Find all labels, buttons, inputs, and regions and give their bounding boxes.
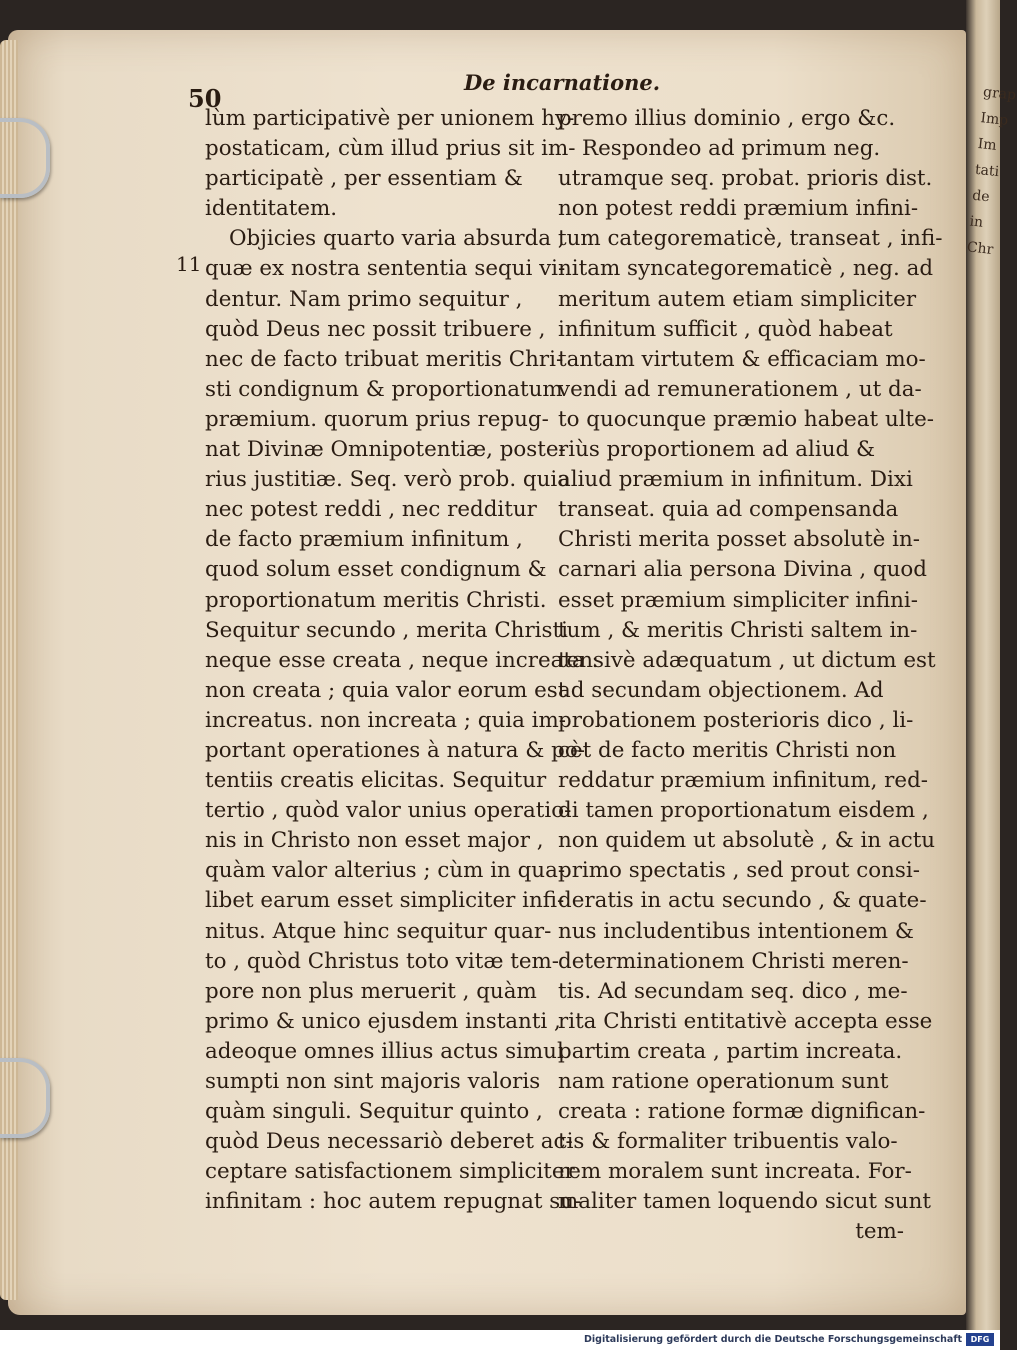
text-line: sti condignum & proportionatum [205, 376, 563, 402]
facing-page-fragment: Im [976, 135, 998, 154]
text-line: quòd Deus nec possit tribuere , [205, 316, 546, 342]
text-line: ad secundam objectionem. Ad [558, 677, 884, 703]
text-line: creata : ratione formæ dignifican- [558, 1099, 926, 1125]
text-line: to , quòd Christus toto vitæ tem- [205, 948, 559, 974]
text-line: tertio , quòd valor unius operatio- [205, 798, 572, 824]
text-line: di tamen proportionatum eisdem , [558, 798, 929, 824]
footer-credit: Digitalisierung gefördert durch die Deutsche Forschungsgemeinschaft [584, 1334, 962, 1345]
text-line: quod solum esset condignum & [205, 557, 547, 583]
text-line: quæ ex nostra sententia sequi vi- [205, 256, 566, 282]
text-line: cèt de facto meritis Christi non [558, 737, 897, 763]
text-line: aliud præmium in infinitum. Dixi [558, 467, 913, 493]
text-line: Christi merita posset absolutè in- [558, 527, 920, 553]
text-line: nus includentibus intentionem & [558, 918, 914, 944]
facing-page-fragment: tati [974, 161, 1000, 181]
text-line: neque esse creata , neque increata : [205, 647, 599, 673]
text-line: præmium. quorum prius repug- [205, 406, 549, 432]
text-line: tantam virtutem & efficaciam mo- [558, 346, 926, 372]
page-number: 50 [188, 84, 222, 113]
margin-section-number: 11 [176, 252, 202, 276]
text-line: transeat. quia ad compensanda [558, 497, 899, 523]
text-line: Sequitur secundo , merita Christi [205, 617, 568, 643]
text-line: utramque seq. probat. prioris dist. [558, 166, 933, 192]
text-line: quòd Deus necessariò deberet ac- [205, 1129, 573, 1155]
text-line: infinitum sufficit , quòd habeat [558, 316, 893, 342]
text-line: maliter tamen loquendo sicut sunt [558, 1189, 931, 1215]
text-line: premo illius dominio , ergo &c. [558, 106, 896, 131]
facing-page-fragment: in [968, 213, 984, 231]
running-header: De incarnatione. [464, 70, 661, 95]
text-line: identitatem. [205, 196, 338, 222]
text-line: rius justitiæ. Seq. verò prob. quia [205, 467, 570, 493]
text-line: non creata ; quia valor eorum est [205, 677, 567, 703]
text-line: participatè , per essentiam & [205, 166, 523, 192]
text-line: nam ratione operationum sunt [558, 1069, 889, 1094]
text-line: tis & formaliter tribuentis valo- [558, 1129, 898, 1155]
text-line: tum categorematicè, transeat , infi- [558, 226, 943, 252]
text-line: nat Divinæ Omnipotentiæ, poste- [205, 437, 566, 463]
text-line: lùm participativè per unionem hy- [205, 106, 575, 131]
text-line: partim creata , partim increata. [558, 1038, 903, 1064]
text-line: de facto præmium infinitum , [205, 527, 523, 553]
text-line: nitus. Atque hinc sequitur quar- [205, 918, 552, 944]
text-line: probationem posterioris dico , li- [558, 707, 914, 733]
text-line: quàm valor alterius ; cùm in qua- [205, 858, 566, 884]
text-line: pore non plus meruerit , quàm [205, 978, 537, 1004]
text-line: quàm singuli. Sequitur quinto , [205, 1099, 543, 1125]
facing-page-fragment: Imp [979, 110, 1009, 129]
text-line: adeoque omnes illius actus simul [205, 1038, 564, 1064]
text-line: primo spectatis , sed prout consi- [558, 858, 920, 884]
text-line: libet earum esset simpliciter infi- [205, 888, 565, 914]
text-line: meritum autem etiam simpliciter [558, 286, 917, 312]
text-line: deratis in actu secundo , & quate- [558, 888, 927, 914]
text-line: esset præmium simpliciter infini- [558, 587, 918, 613]
page-clip-bottom [0, 1058, 50, 1138]
text-line: rem moralem sunt increata. For- [558, 1159, 912, 1185]
dfg-logo: DFG [966, 1333, 994, 1346]
facing-page-fragment: grap [982, 84, 1017, 104]
text-line: Objicies quarto varia absurda , [229, 226, 565, 252]
text-line: tentiis creatis elicitas. Sequitur [205, 768, 547, 794]
text-line: portant operationes à natura & po- [205, 737, 585, 763]
text-line: tis. Ad secundam seq. dico , me- [558, 978, 908, 1004]
text-line: vendi ad remunerationem , ut da- [558, 376, 922, 402]
text-line: non quidem ut absolutè , & in actu [558, 828, 936, 854]
text-line: to quocunque præmio habeat ulte- [558, 406, 935, 432]
text-line: primo & unico ejusdem instanti , [205, 1008, 561, 1034]
right-text-column [558, 104, 943, 1248]
page-clip-top [0, 118, 50, 198]
text-line: Respondeo ad primum neg. [582, 136, 881, 162]
text-line: rita Christi entitativè accepta esse [558, 1008, 933, 1034]
text-line: proportionatum meritis Christi. [205, 587, 547, 613]
facing-page-fragment: Chr [966, 239, 995, 259]
text-line: infinitam : hoc autem repugnat su- [205, 1189, 582, 1215]
text-line: nitam syncategorematicè , neg. ad [558, 256, 934, 282]
text-line: tem- [855, 1219, 904, 1245]
text-line: riùs proportionem ad aliud & [558, 437, 876, 463]
text-line: determinationem Christi meren- [558, 948, 909, 974]
text-line: carnari alia persona Divina , quod [558, 557, 927, 583]
text-line: increatus. non increata ; quia im- [205, 707, 567, 733]
text-line: non potest reddi præmium infini- [558, 196, 919, 222]
digitization-footer [0, 1330, 1000, 1350]
text-line: nec de facto tribuat meritis Chri- [205, 346, 564, 372]
text-line: dentur. Nam primo sequitur , [205, 286, 523, 312]
left-text-column [205, 104, 599, 1217]
facing-page-fragment: de [971, 187, 991, 206]
text-line: ceptare satisfactionem simpliciter [205, 1159, 575, 1185]
text-line: reddatur præmium infinitum, red- [558, 768, 928, 794]
text-line: postaticam, cùm illud prius sit im- [205, 136, 576, 162]
text-line: nec potest reddi , nec redditur [205, 497, 537, 523]
text-line: nis in Christo non esset major , [205, 828, 544, 854]
text-line: tum , & meritis Christi saltem in- [558, 617, 918, 643]
text-line: sumpti non sint majoris valoris [205, 1069, 541, 1094]
text-line: tensivè adæquatum , ut dictum est [558, 647, 936, 673]
